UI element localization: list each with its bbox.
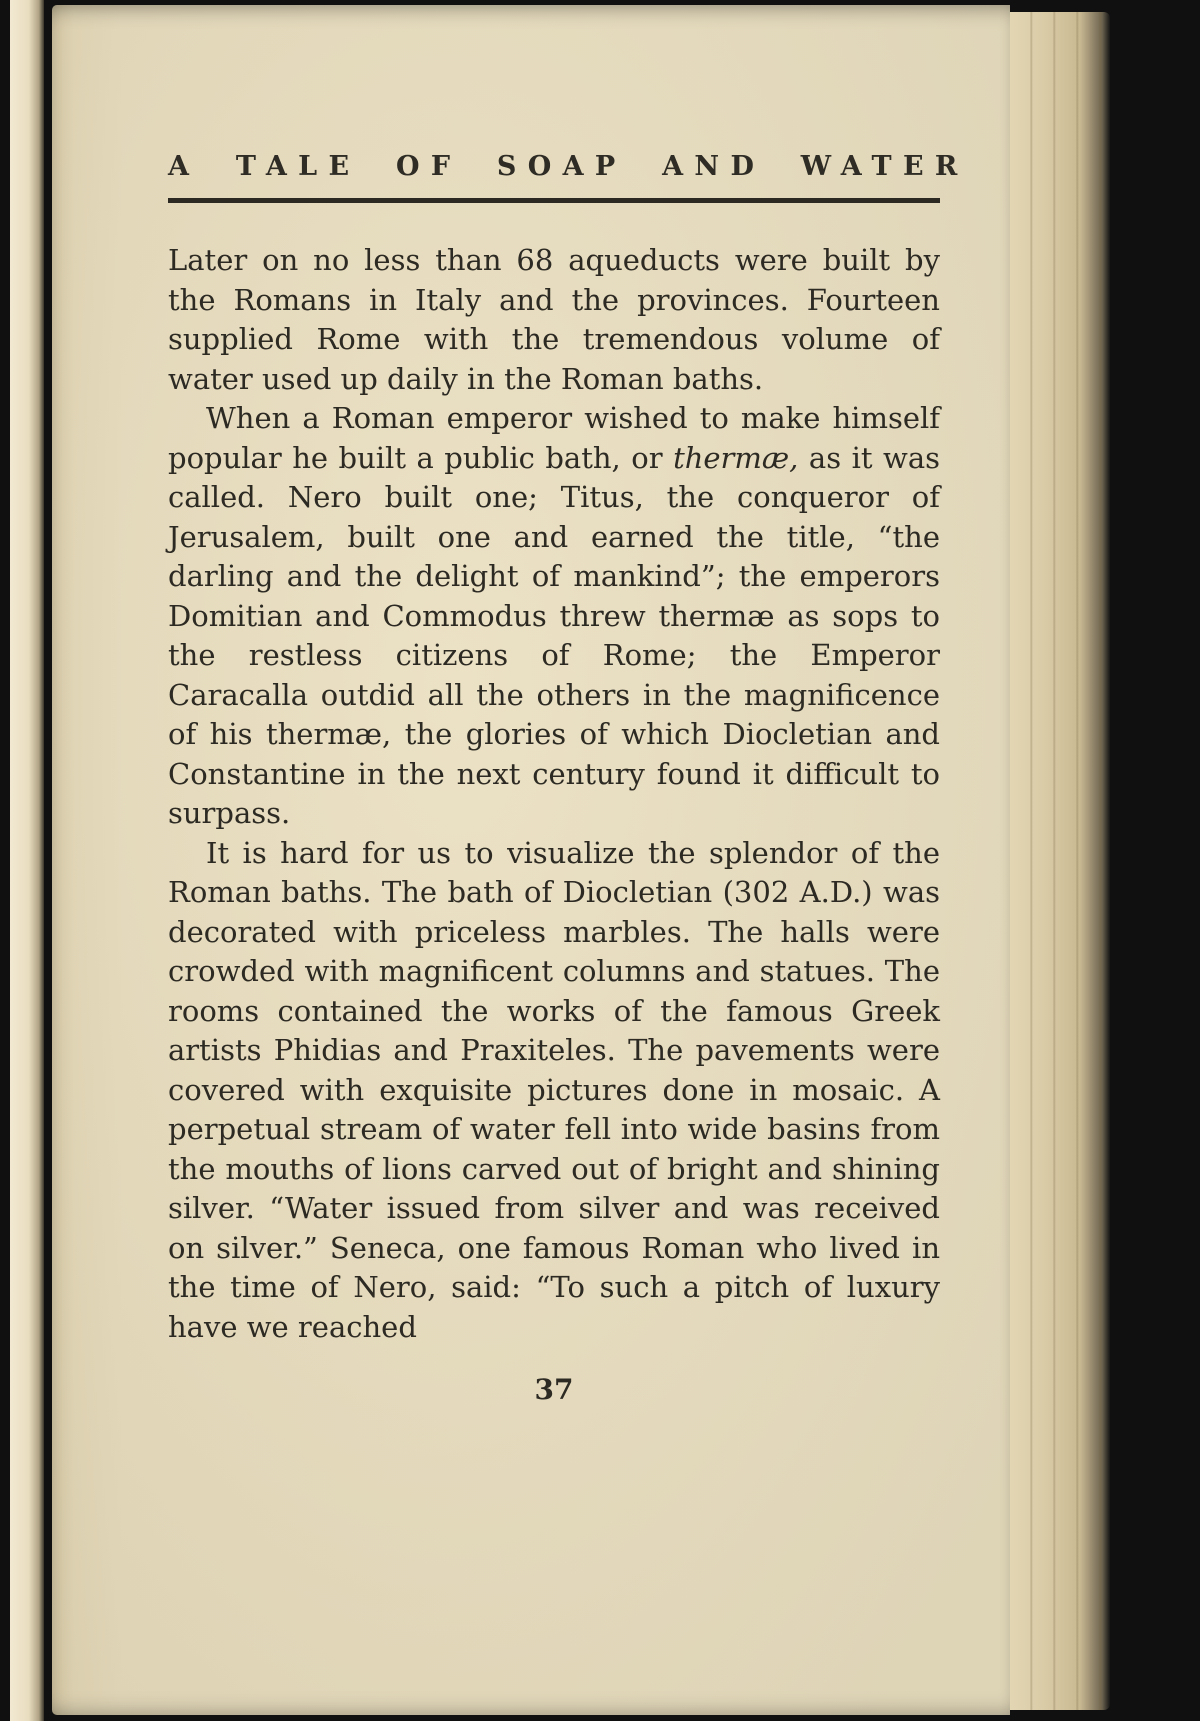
page-edge-stack <box>1010 12 1110 1710</box>
page-body <box>168 241 940 1347</box>
text-run: When a Roman emperor wished to make himself popular he built a public bath, or <box>168 401 940 475</box>
facing-page-edge <box>10 0 44 1721</box>
text-run: as it was called. Nero built one; Titus, the conqueror of Jerusalem, built one and earned the title, “the darling and the delight of mankind”; the emperors Domitian and Commodus threw thermæ as sops to the restless citizens of Rome; the Emperor Caracalla outdid all the others in the magnificence of his thermæ, the glories of which Diocletian and Constantine in the next century found it difficult to surpass. <box>168 440 940 830</box>
title-rule <box>168 198 940 203</box>
paragraph <box>168 399 940 834</box>
text-run: Later on no less than 68 aqueducts were built by the Romans in Italy and the provinces. Fourteen supplied Rome with the tremendous volume of water used up daily in the Roman baths. <box>168 243 940 396</box>
page-content <box>168 151 969 1406</box>
text-run: It is hard for us to visualize the splendor of the Roman baths. The bath of Diocletian (302 A.D.) was decorated with priceless marbles. The halls were crowded with magnificent columns and statues. The rooms contained the works of the famous Greek artists Phidias and Praxiteles. The pavements were covered with exquisite pictures done in mosaic. A perpetual stream of water fell into wide basins from the mouths of lions carved out of bright and shining silver. “Water issued from silver and was received on silver.” Seneca, one famous Roman who lived in the time of Nero, said: “To such a pitch of luxury have we reached <box>168 835 940 1344</box>
italic-text-run: thermæ, <box>673 440 799 475</box>
running-head-title: A TALE OF SOAP AND WATER <box>168 151 969 182</box>
paragraph <box>168 834 940 1348</box>
book-page <box>52 5 1010 1715</box>
page-number: 37 <box>534 1373 574 1406</box>
paragraph <box>168 241 940 399</box>
